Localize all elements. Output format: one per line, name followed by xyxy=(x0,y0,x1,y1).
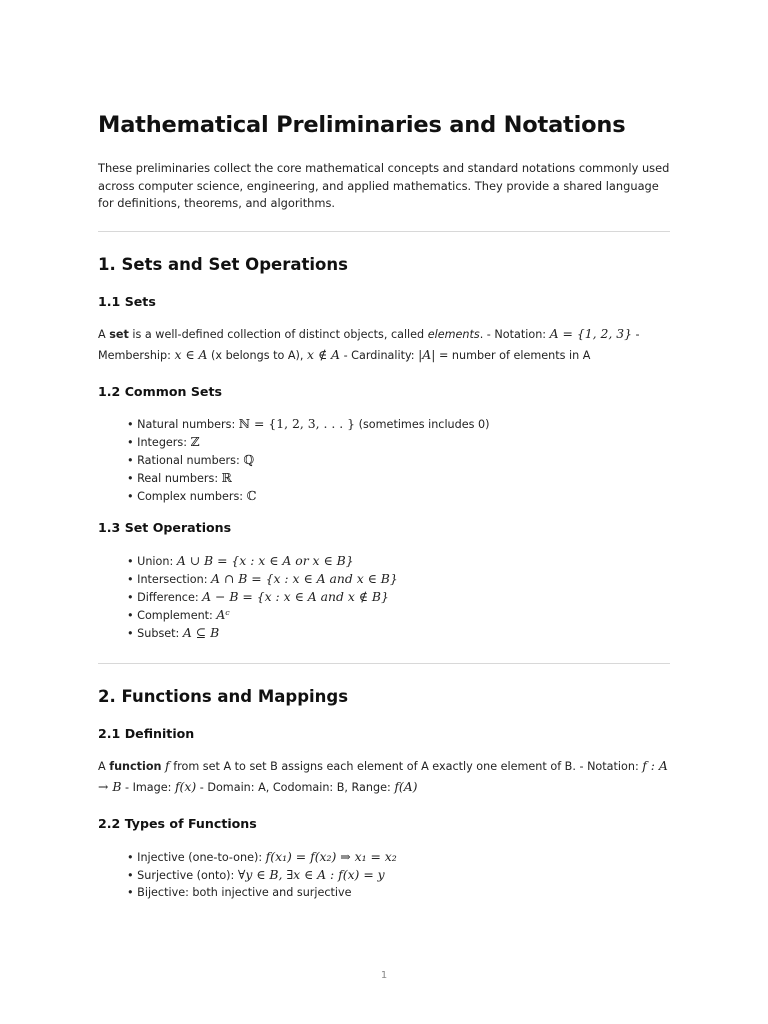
section-divider xyxy=(98,231,670,232)
set-operations-list xyxy=(127,552,398,642)
math-reals: ℝ xyxy=(221,470,232,485)
math-union: A ∪ B = {x : x ∈ A or x ∈ B} xyxy=(176,553,354,568)
math-complement: Aᶜ xyxy=(216,607,230,622)
subsection-2-1-heading: 2.1 Definition xyxy=(98,726,195,741)
function-definition-paragraph: A function f from set A to set B assigns each element of A exactly one element of B. - Notation: f : A → B - Image: f(x) - Domain: A, Codomain: B, Range: f(A) xyxy=(98,758,668,794)
subsection-2-2-heading: 2.2 Types of Functions xyxy=(98,816,257,831)
list-item: • Natural numbers: ℕ = {1, 2, 3, . . . } (sometimes includes 0) xyxy=(127,416,490,431)
subsection-1-2-heading: 1.2 Common Sets xyxy=(98,384,222,399)
math-mapping: f : A → B xyxy=(98,758,668,794)
list-item: • Intersection: A ∩ B = {x : x ∈ A and x ∈ B} xyxy=(127,571,398,586)
math-membership: x ∈ A xyxy=(174,347,208,362)
math-rationals: ℚ xyxy=(243,452,255,467)
section-1-heading: 1. Sets and Set Operations xyxy=(98,255,348,274)
term-set: set xyxy=(109,328,129,341)
page-number: 1 xyxy=(380,970,388,981)
page-title: Mathematical Preliminaries and Notations xyxy=(98,112,626,138)
list-item: • Real numbers: ℝ xyxy=(127,470,232,485)
list-item: • Surjective (onto): ∀y ∈ B, ∃x ∈ A : f(x) = y xyxy=(127,867,385,882)
math-notation: A = {1, 2, 3} xyxy=(549,326,632,341)
term-function: function xyxy=(109,760,162,773)
math-f: f xyxy=(165,758,170,773)
term-elements: elements xyxy=(427,328,480,341)
math-nonmembership: x ∉ A xyxy=(307,347,341,362)
list-item: • Union: A ∪ B = {x : x ∈ A or x ∈ B} xyxy=(127,553,354,568)
section-divider xyxy=(98,663,670,664)
common-sets-list xyxy=(127,415,490,505)
list-item: • Complex numbers: ℂ xyxy=(127,488,257,503)
math-cardinality: |A| xyxy=(418,347,436,362)
math-subset: A ⊆ B xyxy=(182,625,220,640)
list-item: • Injective (one-to-one): f(x₁) = f(x₂) ⇒ x₁ = x₂ xyxy=(127,849,397,864)
math-surjective: ∀y ∈ B, ∃x ∈ A : f(x) = y xyxy=(237,867,385,882)
math-intersection: A ∩ B = {x : x ∈ A and x ∈ B} xyxy=(211,571,398,586)
subsection-1-3-heading: 1.3 Set Operations xyxy=(98,520,232,535)
list-item: • Rational numbers: ℚ xyxy=(127,452,255,467)
math-naturals: ℕ = {1, 2, 3, . . . } xyxy=(238,416,356,431)
function-types-list xyxy=(127,848,397,902)
math-range: f(A) xyxy=(394,779,418,794)
list-item: • Complement: Aᶜ xyxy=(127,607,230,622)
sets-paragraph: A set is a well-defined collection of distinct objects, called elements. - Notation: A = {1, 2, 3} - Membership: x ∈ A (x belongs to A), x ∉ A - Cardinality: |A| = number of elements in A xyxy=(98,326,640,362)
list-item: • Difference: A − B = {x : x ∈ A and x ∉ B} xyxy=(127,589,389,604)
math-difference: A − B = {x : x ∈ A and x ∉ B} xyxy=(202,589,389,604)
subsection-1-1-heading: 1.1 Sets xyxy=(98,294,156,309)
list-item: • Bijective: both injective and surjective xyxy=(127,886,352,899)
math-image: f(x) xyxy=(174,779,197,794)
math-integers: ℤ xyxy=(190,434,200,449)
section-2-heading: 2. Functions and Mappings xyxy=(98,687,349,706)
list-item: • Subset: A ⊆ B xyxy=(127,625,220,640)
math-injective: f(x₁) = f(x₂) ⇒ x₁ = x₂ xyxy=(265,849,397,864)
list-item: • Integers: ℤ xyxy=(127,434,200,449)
intro-paragraph: These preliminaries collect the core mathematical concepts and standard notations commonly used across computer science, engineering, and applied mathematics. They provide a shared language for definitions, theorems, and algorithms. xyxy=(98,161,670,210)
math-complex: ℂ xyxy=(246,488,257,503)
